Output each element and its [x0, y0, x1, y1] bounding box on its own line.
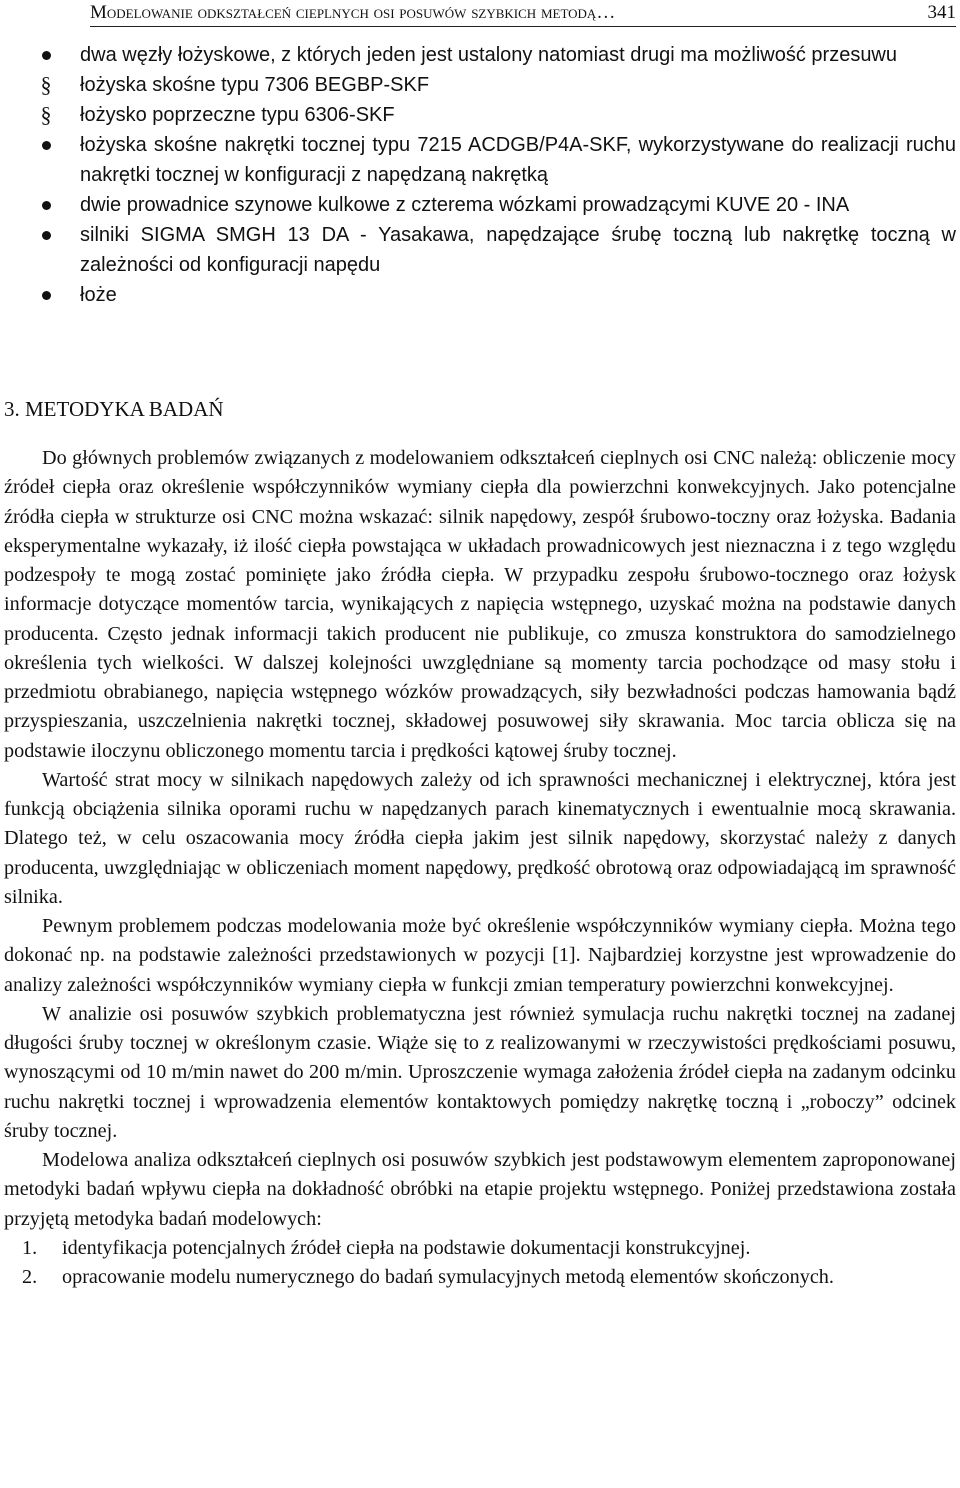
step-number: 2. — [22, 1266, 38, 1288]
section-heading: 3. METODYKA BADAŃ — [4, 397, 224, 421]
step-item — [4, 1263, 956, 1292]
list-item-text: łożyska skośne typu 7306 BEGBP-SKF — [80, 74, 430, 96]
paragraph: Do głównych problemów związanych z modelowaniem odkształceń cieplnych osi CNC należą: obliczenie mocy źródeł ciepła oraz określenie współczynników wymiany ciepła dla powierzchni konwekcyjnych. Jako potencjalne źródła ciepła w strukturze osi CNC można wskazać: silnik napędowy, zespół śrubowo-toczny oraz łożyska. Badania eksperymentalne wykazały, iż ilość ciepła powstająca w układach prowadnicowych jest nieznaczna i z tego względu podzespoły te mogą zostać pominięte jako źródła ciepła. W przypadku zespołu śrubowo-tocznego oraz łożysk informacje dotyczące momentów tarcia, wynikających z napięcia wstępnego, uzyskać można na podstawie danych producenta. Często jednak informacji takich producent nie publikuje, co zmusza konstruktora do samodzielnego określenia tych wielkości. W dalszej kolejności uwzględniane są momenty tarcia pochodzące od masy stołu i przedmiotu obrabianego, napięcia wstępnego wózków prowadzących, siły bezwładności podczas hamowania bądź przyspieszania, uszczelnienia nakrętki tocznej, składowej posuwowej siły skrawania. Moc tarcia oblicza się na podstawie iloczynu obliczonego momentu tarcia i prędkości kątowej śruby tocznej. — [4, 447, 956, 762]
list-item — [0, 220, 958, 280]
paragraph: W analizie osi posuwów szybkich problematyczna jest również symulacja ruchu nakrętki tocznej na zadanej długości śruby tocznej w określonym czasie. Wiąże się to z realizowanymi w rzeczywistości prędkościami posuwu, wynoszącymi od 10 m/min nawet do 200 m/min. Uproszczenie wymaga założenia źródeł ciepła na zadanym odcinku ruchu nakrętki tocznej i wprowadzenia elementów kontaktowych pomiędzy nakrętkę toczną i „roboczy” odcinek śruby tocznej. — [4, 1002, 956, 1142]
bullet-dot-icon — [36, 40, 56, 70]
body-text — [4, 444, 956, 1292]
step-text: identyfikacja potencjalnych źródeł ciepła na podstawie dokumentacji konstrukcyjnej. — [62, 1236, 751, 1259]
list-item-text: łoże — [80, 284, 117, 306]
section-sign-icon: § — [40, 72, 52, 97]
paragraph: Modelowa analiza odkształceń cieplnych osi posuwów szybkich jest podstawowym elementem zaproponowanej metodyki badań wpływu ciepła na dokładność obróbki na etapie projektu wstępnego. Poniżej przedstawiona została przyjętą metodyka badań modelowych: — [4, 1149, 956, 1230]
list-item-text: łożysko poprzeczne typu 6306-SKF — [80, 104, 395, 126]
bullet-dot-icon — [36, 130, 56, 160]
methodology-steps — [4, 1234, 956, 1293]
step-text: opracowanie modelu numerycznego do badań symulacyjnych metodą elementów skończonych. — [62, 1266, 834, 1288]
step-item — [4, 1234, 956, 1263]
step-number: 1. — [22, 1236, 38, 1259]
bullet-dot-icon — [36, 280, 56, 310]
list-item-text: łożyska skośne nakrętki tocznej typu 7215 ACDGB/P4A-SKF, wykorzystywane do realizacji ruchu nakrętki tocznej w konfiguracji z napędzaną nakrętką — [80, 134, 956, 186]
list-item — [0, 280, 958, 310]
paragraph: Wartość strat mocy w silnikach napędowych zależy od ich sprawności mechanicznej i elektrycznej, która jest funkcją obciążenia silnika oporami ruchu w napędzanych parach kinematycznych i ewentualnie mocą skrawania. Dlatego też, w celu oszacowania mocy źródła ciepła jakim jest silnik napędowy, skorzystać należy z danych producenta, uwzględniając w obliczeniach moment napędowy, prędkość obrotową oraz odpowiadającą im sprawność silnika. — [4, 768, 956, 908]
component-list — [0, 40, 958, 310]
list-item-text: dwie prowadnice szynowe kulkowe z czterema wózkami prowadzącymi KUVE 20 - INA — [80, 194, 850, 216]
running-title: Modelowanie odkształceń cieplnych osi posuwów szybkich metodą… — [90, 2, 616, 23]
list-item — [0, 190, 958, 220]
paragraph: Pewnym problemem podczas modelowania może być określenie współczynników wymiany ciepła. Można tego dokonać np. na podstawie zależności przedstawionych w pozycji [1]. Najbardziej korzystne jest wprowadzenie do analizy zależności współczynników wymiany ciepła w funkcji zmian temperatury powierzchni konwekcyjnej. — [4, 915, 956, 996]
list-item — [0, 70, 958, 100]
list-item-text: dwa węzły łożyskowe, z których jeden jest ustalony natomiast drugi ma możliwość przesuwu — [80, 44, 898, 66]
list-item — [0, 130, 958, 190]
bullet-dot-icon — [36, 190, 56, 220]
section-sign-icon: § — [40, 102, 52, 127]
bullet-dot-icon — [36, 220, 56, 250]
page-number: 341 — [927, 2, 956, 23]
list-item — [0, 100, 958, 130]
list-item — [0, 40, 958, 70]
list-item-text: silniki SIGMA SMGH 13 DA - Yasakawa, napędzające śrubę toczną lub nakrętkę toczną w zależności od konfiguracji napędu — [80, 224, 956, 276]
running-header — [90, 0, 956, 27]
